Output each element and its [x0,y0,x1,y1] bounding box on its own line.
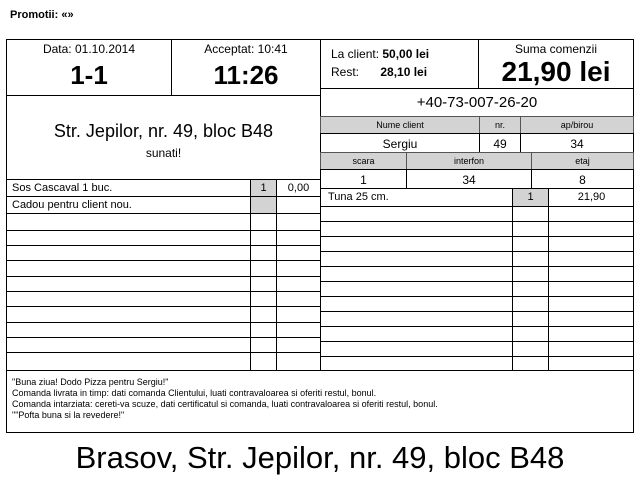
instructions-text [12,377,438,421]
name-header-cell [320,116,480,134]
stair-header-cell [320,152,407,170]
promo-label: Promotii: [10,9,59,21]
left-price-divider [276,179,277,371]
total-box [478,39,634,89]
accepted-label: Acceptat: 10:41 [204,42,288,56]
accepted-time: 11:26 [213,60,279,90]
intercom-header-cell [406,152,532,170]
client-nr: 49 [493,137,507,151]
intercom-header: interfon [453,156,485,166]
apt-header: ap/birou [560,120,594,130]
instructions-box [6,370,634,433]
left-item-name: Cadou pentru client nou. [12,199,132,211]
total-label: Suma comenzii [514,42,598,56]
nr-header-cell [479,116,521,134]
right-item-price: 21,90 [577,191,606,203]
right-price-divider [548,188,549,371]
total-value: 21,90 lei [501,56,611,87]
client-amount-value: 50,00 lei [382,47,430,61]
floor-header: etaj [575,156,590,166]
change-label: Rest: [331,65,360,79]
promo-text [10,9,74,21]
stair-cell [320,169,407,189]
nr-cell [479,133,521,153]
apt-cell [520,133,634,153]
center-divider [320,179,321,371]
order-number: 1-1 [70,60,108,90]
address-note: sunati! [145,146,182,160]
date-box [6,39,172,96]
instruction-line-3: Comanda intarziata: cereti-va scuze, dati certificatul si comanda, luati contravaloarea si oferiti restul, bonul. [12,399,438,409]
right-item-qty: 1 [527,191,534,203]
right-item-name: Tuna 25 cm. [328,191,389,203]
client-amount-row [331,47,429,61]
floor-cell [531,169,634,189]
phone-box [320,88,634,117]
stair-header: scara [352,156,375,166]
date-label: Data: 01.10.2014 [42,42,136,56]
client-apt: 34 [570,137,584,151]
instruction-line-2: Comanda livrata in timp: dati comanda Clientului, luati contravaloarea si oferiti restul, bonul. [12,388,377,398]
accepted-box [171,39,321,96]
change-value: 28,10 lei [380,65,428,79]
instruction-line-4: ""Pofta buna si la revedere!" [12,410,125,420]
client-phone: +40-73-007-26-20 [416,94,538,111]
name-cell [320,133,480,153]
right-qty-divider [512,188,513,371]
instruction-line-1: "Buna ziua! Dodo Pizza pentru Sergiu!" [12,377,169,387]
left-item-name: Sos Cascaval 1 buc. [12,182,113,194]
client-intercom: 34 [462,173,476,187]
client-floor: 8 [579,173,586,187]
name-header: Nume client [376,120,424,130]
client-name: Sergiu [382,137,418,151]
client-amount-label: La client: [331,47,380,61]
address-box [6,95,321,180]
apt-header-cell [520,116,634,134]
address-street: Str. Jepilor, nr. 49, bloc B48 [53,121,274,141]
left-item-qty: 1 [260,182,267,194]
intercom-cell [406,169,532,189]
full-address: Brasov, Str. Jepilor, nr. 49, bloc B48 [75,440,565,475]
floor-header-cell [531,152,634,170]
client-stair: 1 [360,173,367,187]
change-row [331,65,427,79]
nr-header: nr. [494,120,505,130]
left-item-price: 0,00 [287,182,310,194]
payment-box [320,39,479,89]
promo-value: «» [61,9,74,21]
